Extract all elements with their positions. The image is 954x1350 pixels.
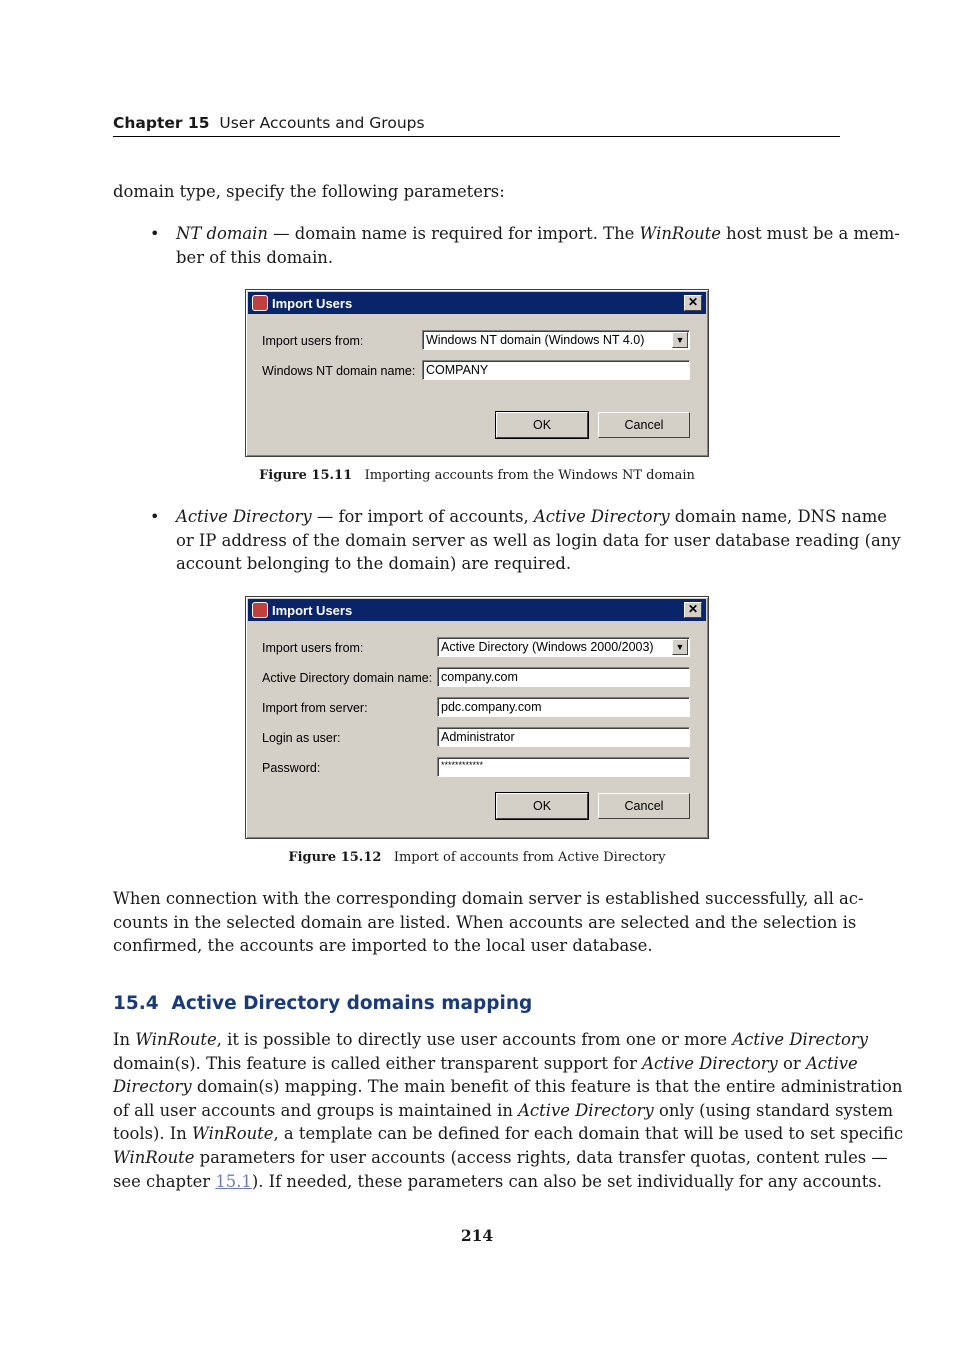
product-name: WinRoute — [135, 1030, 217, 1049]
close-icon[interactable]: ✕ — [684, 602, 702, 618]
term-active-directory: Active Directory — [642, 1053, 778, 1073]
app-icon — [252, 295, 268, 311]
term-directory: Directory — [113, 1077, 192, 1097]
chapter-number: Chapter 15 — [113, 114, 210, 132]
p2-text: domain(s). This feature is called either transparent support for — [113, 1053, 643, 1073]
bullet2-line-2: or IP address of the domain server as well as login data for user database reading (any — [176, 530, 901, 550]
import-users-dialog-ad — [245, 596, 709, 839]
cancel-button[interactable]: Cancel — [598, 412, 690, 438]
term-active-directory: Active Directory — [518, 1100, 654, 1120]
body-paragraph — [113, 1028, 904, 1193]
product-name: WinRoute — [192, 1124, 274, 1144]
figure-label: Figure 15.11 — [259, 468, 353, 483]
product-name: WinRoute — [639, 224, 721, 243]
close-icon[interactable]: ✕ — [684, 295, 702, 311]
section-heading — [113, 993, 532, 1014]
para1-line-2: counts in the selected domain are listed. When accounts are selected and the selection is — [113, 912, 857, 932]
running-header — [113, 114, 840, 137]
ok-button[interactable]: OK — [496, 793, 588, 819]
bullet2-text-b: domain name, DNS name — [669, 507, 887, 526]
import-from-label: Import users from: — [262, 334, 364, 348]
p2-text: , it is possible to directly use user accounts from one or more — [216, 1030, 733, 1049]
domain-name-input[interactable]: COMPANY — [422, 360, 690, 380]
chapter-title: User Accounts and Groups — [219, 114, 425, 132]
section-title-text: Active Directory domains mapping — [171, 993, 533, 1014]
server-input[interactable]: pdc.company.com — [437, 697, 690, 717]
server-label: Import from server: — [262, 701, 368, 715]
p2-text: only (using standard system — [653, 1100, 894, 1120]
section-number: 15.4 — [113, 993, 159, 1014]
domain-name-label: Windows NT domain name: — [262, 364, 416, 378]
term-active: Active — [805, 1053, 858, 1073]
term-active-directory: Active Directory — [732, 1030, 868, 1049]
term-nt-domain: NT domain — [176, 224, 268, 243]
page-number: 214 — [460, 1226, 494, 1245]
bullet-marker: • — [150, 507, 160, 526]
login-input[interactable]: Administrator — [437, 727, 690, 747]
bullet-marker: • — [150, 224, 160, 243]
para1-line-3: confirmed, the accounts are imported to the local user database. — [113, 936, 653, 956]
figure-caption — [0, 850, 954, 865]
p2-text: parameters for user accounts (access rights, data transfer quotas, content rules — — [194, 1147, 888, 1167]
bullet2-line-3: account belonging to the domain) are required. — [176, 554, 572, 574]
import-from-value: Active Directory (Windows 2000/2003) — [441, 640, 654, 654]
figure-label: Figure 15.12 — [288, 850, 382, 865]
figure-text: Import of accounts from Active Directory — [393, 850, 666, 865]
import-from-select[interactable] — [437, 637, 690, 657]
import-from-label: Import users from: — [262, 641, 364, 655]
bullet1-text-a: — domain name is required for import. The — [267, 224, 640, 243]
dialog-title: Import Users — [272, 296, 353, 311]
import-users-dialog-nt — [245, 289, 709, 457]
app-icon — [252, 602, 268, 618]
login-label: Login as user: — [262, 731, 341, 745]
ad-domain-label: Active Directory domain name: — [262, 671, 433, 685]
p2-text: tools). In — [113, 1124, 193, 1144]
dialog-titlebar — [248, 292, 706, 314]
ad-domain-input[interactable]: company.com — [437, 667, 690, 687]
cancel-button[interactable]: Cancel — [598, 793, 690, 819]
intro-text: domain type, specify the following parameters: — [113, 182, 505, 201]
bullet2-text-a: — for import of accounts, — [311, 507, 534, 526]
p2-text: see chapter — [113, 1171, 216, 1191]
term-active-directory-2: Active Directory — [533, 507, 670, 526]
product-name: WinRoute — [113, 1147, 195, 1167]
p2-text: domain(s) mapping. The main benefit of this feature is that the entire administration — [191, 1077, 903, 1097]
bullet-active-directory — [176, 505, 901, 576]
chevron-down-icon[interactable]: ▼ — [672, 639, 688, 655]
figure-caption — [0, 468, 954, 483]
chevron-down-icon[interactable]: ▼ — [672, 332, 688, 348]
ok-button[interactable]: OK — [496, 412, 588, 438]
figure-text: Importing accounts from the Windows NT domain — [364, 468, 695, 483]
dialog-title: Import Users — [272, 603, 353, 618]
import-from-value: Windows NT domain (Windows NT 4.0) — [426, 333, 645, 347]
dialog-titlebar — [248, 599, 706, 621]
bullet1-text-c: ber of this domain. — [176, 247, 334, 267]
password-label: Password: — [262, 761, 321, 775]
password-input[interactable]: ************ — [437, 757, 690, 777]
p2-text: of all user accounts and groups is maintained in — [113, 1100, 519, 1120]
term-active-directory: Active Directory — [176, 507, 312, 526]
bullet1-text-b: host must be a mem- — [720, 224, 900, 243]
bullet-nt-domain — [176, 222, 900, 269]
chapter-link[interactable]: 15.1 — [215, 1171, 252, 1191]
para1-line-1: When connection with the corresponding domain server is established successfully, all ac- — [113, 889, 864, 908]
body-paragraph — [113, 887, 864, 958]
p2-text: , a template can be defined for each domain that will be used to set specific — [273, 1124, 904, 1144]
p2-text: or — [777, 1053, 806, 1073]
p2-text: ). If needed, these parameters can also be set individually for any accounts. — [251, 1171, 882, 1191]
import-from-select[interactable] — [422, 330, 690, 350]
p2-text: In — [113, 1030, 136, 1049]
